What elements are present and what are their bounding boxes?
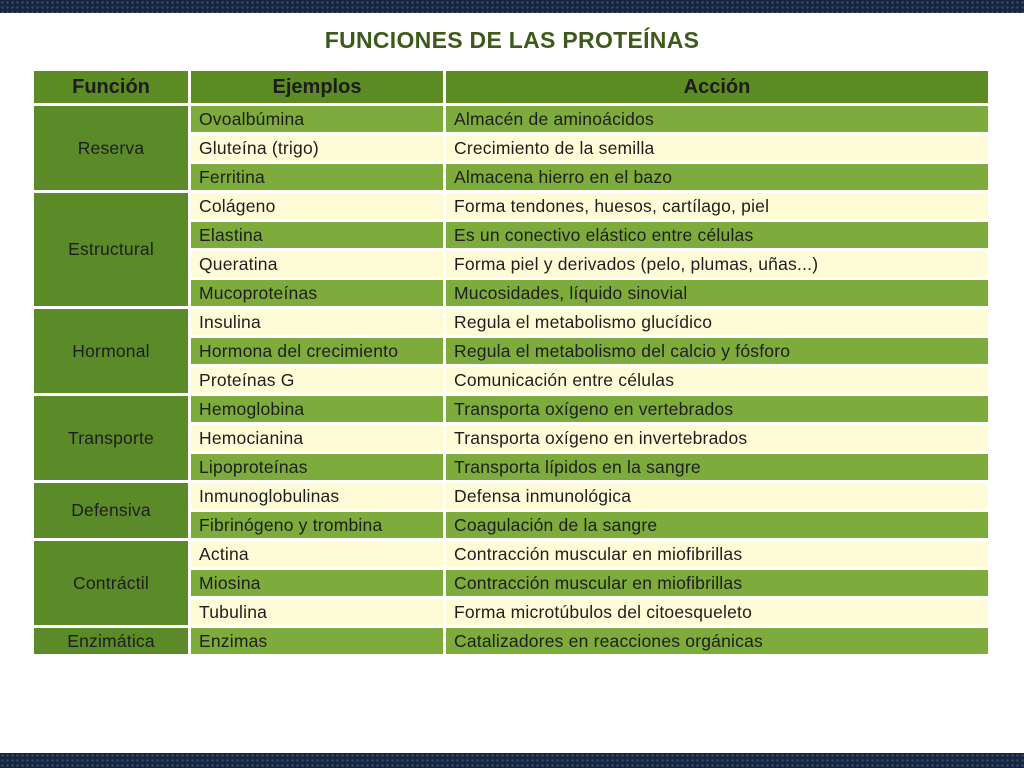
example-cell: Gluteína (trigo) bbox=[190, 134, 445, 163]
action-cell: Transporta oxígeno en vertebrados bbox=[445, 395, 990, 424]
table-row bbox=[33, 627, 990, 656]
example-cell: Tubulina bbox=[190, 598, 445, 627]
action-cell: Es un conectivo elástico entre células bbox=[445, 221, 990, 250]
header-accion: Acción bbox=[445, 70, 990, 105]
action-cell: Contracción muscular en miofibrillas bbox=[445, 569, 990, 598]
table-row bbox=[33, 105, 990, 134]
action-cell: Transporta oxígeno en invertebrados bbox=[445, 424, 990, 453]
example-cell: Inmunoglobulinas bbox=[190, 482, 445, 511]
action-cell: Contracción muscular en miofibrillas bbox=[445, 540, 990, 569]
example-cell: Elastina bbox=[190, 221, 445, 250]
function-cell: Hormonal bbox=[33, 308, 190, 395]
top-decorative-band bbox=[0, 0, 1024, 13]
page-title: FUNCIONES DE LAS PROTEÍNAS bbox=[324, 27, 700, 53]
action-cell: Coagulación de la sangre bbox=[445, 511, 990, 540]
action-cell: Regula el metabolismo glucídico bbox=[445, 308, 990, 337]
example-cell: Lipoproteínas bbox=[190, 453, 445, 482]
action-cell: Defensa inmunológica bbox=[445, 482, 990, 511]
example-cell: Ovoalbúmina bbox=[190, 105, 445, 134]
example-cell: Hemoglobina bbox=[190, 395, 445, 424]
table-header-row bbox=[33, 70, 990, 105]
example-cell: Hormona del crecimiento bbox=[190, 337, 445, 366]
table-row bbox=[33, 192, 990, 221]
action-cell: Forma microtúbulos del citoesqueleto bbox=[445, 598, 990, 627]
bottom-decorative-band bbox=[0, 753, 1024, 768]
action-cell: Crecimiento de la semilla bbox=[445, 134, 990, 163]
header-ejemplos: Ejemplos bbox=[190, 70, 445, 105]
proteins-functions-table bbox=[31, 68, 991, 657]
header-funcion: Función bbox=[33, 70, 190, 105]
action-cell: Mucosidades, líquido sinovial bbox=[445, 279, 990, 308]
example-cell: Fibrinógeno y trombina bbox=[190, 511, 445, 540]
table-row bbox=[33, 540, 990, 569]
function-cell: Reserva bbox=[33, 105, 190, 192]
function-cell: Defensiva bbox=[33, 482, 190, 540]
example-cell: Ferritina bbox=[190, 163, 445, 192]
table-body bbox=[33, 105, 990, 656]
table-row bbox=[33, 482, 990, 511]
example-cell: Queratina bbox=[190, 250, 445, 279]
action-cell: Transporta lípidos en la sangre bbox=[445, 453, 990, 482]
function-cell: Estructural bbox=[33, 192, 190, 308]
action-cell: Almacena hierro en el bazo bbox=[445, 163, 990, 192]
example-cell: Insulina bbox=[190, 308, 445, 337]
example-cell: Proteínas G bbox=[190, 366, 445, 395]
action-cell: Almacén de aminoácidos bbox=[445, 105, 990, 134]
action-cell: Regula el metabolismo del calcio y fósforo bbox=[445, 337, 990, 366]
action-cell: Forma tendones, huesos, cartílago, piel bbox=[445, 192, 990, 221]
function-cell: Contráctil bbox=[33, 540, 190, 627]
action-cell: Forma piel y derivados (pelo, plumas, uñas...) bbox=[445, 250, 990, 279]
action-cell: Comunicación entre células bbox=[445, 366, 990, 395]
table-row bbox=[33, 308, 990, 337]
example-cell: Miosina bbox=[190, 569, 445, 598]
action-cell: Catalizadores en reacciones orgánicas bbox=[445, 627, 990, 656]
example-cell: Colágeno bbox=[190, 192, 445, 221]
example-cell: Actina bbox=[190, 540, 445, 569]
function-cell: Enzimática bbox=[33, 627, 190, 656]
example-cell: Mucoproteínas bbox=[190, 279, 445, 308]
table-row bbox=[33, 395, 990, 424]
example-cell: Hemocianina bbox=[190, 424, 445, 453]
example-cell: Enzimas bbox=[190, 627, 445, 656]
function-cell: Transporte bbox=[33, 395, 190, 482]
